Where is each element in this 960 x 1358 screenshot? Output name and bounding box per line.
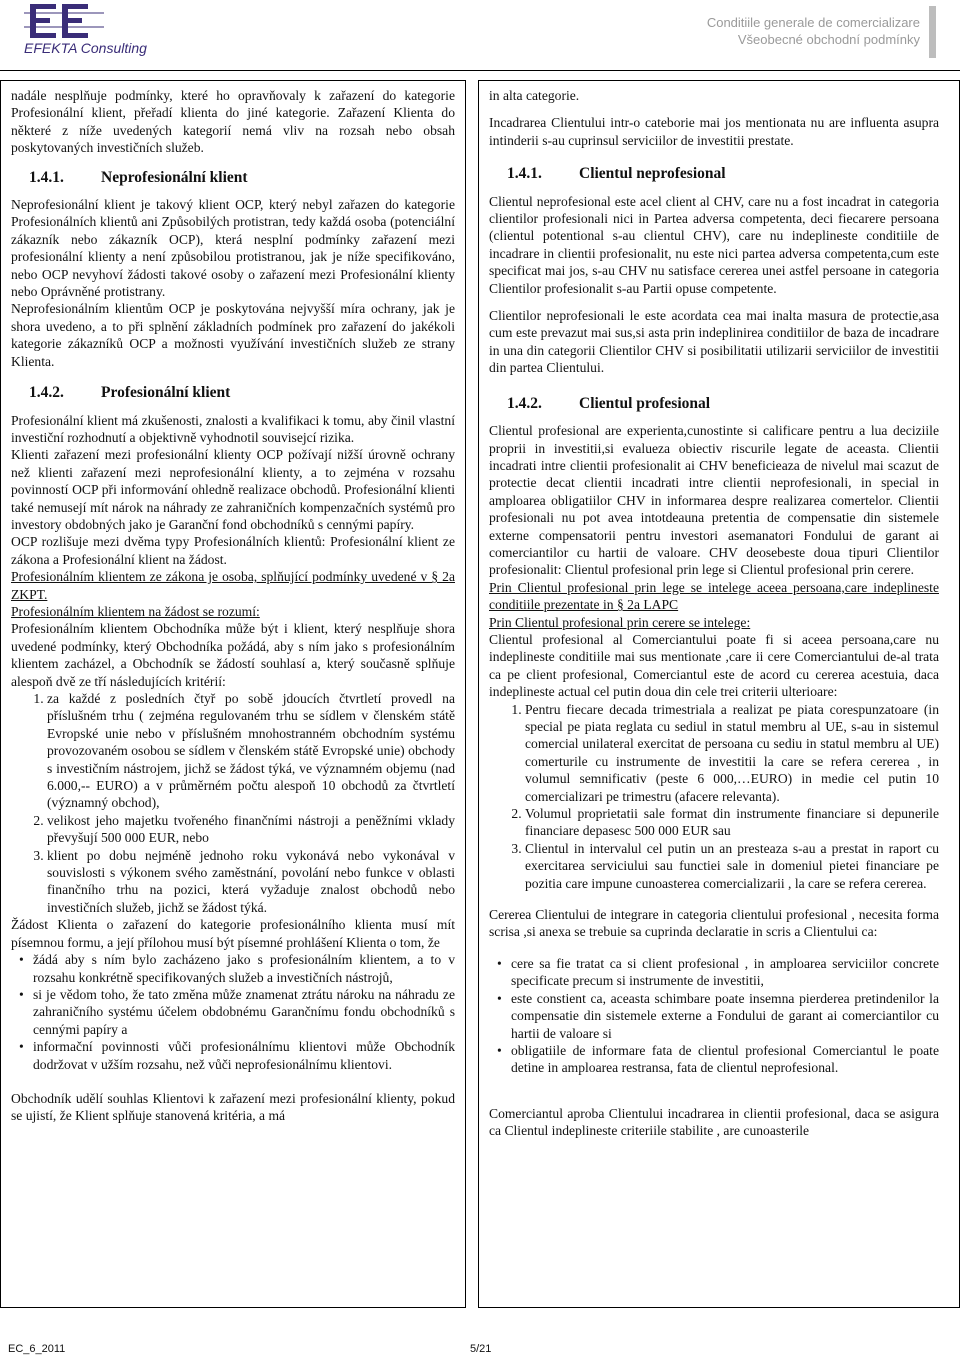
section-number: 1.4.2. — [29, 384, 64, 402]
document-id: EC_6_2011 — [8, 1343, 66, 1355]
list-item: • cere sa fie tratat ca si client profesional , in amploarea serviciilor concrete specificate precum si instrumente de investitii, — [511, 955, 939, 990]
page-footer — [0, 1343, 960, 1357]
list-item: 2. velikost jeho majetku tvořeného finančními nástroji a peněžními vklady převyšují 500 000 EUR, nebo — [47, 812, 455, 847]
efekta-logo-icon — [24, 2, 114, 42]
list-item: 3. klient po dobu nejméně jednoho roku vykonává nebo vykonával v souvislosti s výkonem svého zaměstnání, povolání nebo funkce v oblasti finančního trhu na pozici, která vyžaduje znalost obchodů nebo investičních služeb, jichž se žádost týká. — [47, 847, 455, 917]
section-heading-1-4-2 — [29, 384, 455, 401]
header-accent-bar — [929, 6, 936, 58]
underlined-paragraph: Prin Clientul profesional prin cerere se intelege: — [489, 614, 751, 630]
underlined-paragraph: Profesionálním klientem ze zákona je osoba, splňující podmínky uvedené v § 2a ZKPT. — [11, 569, 455, 602]
section-heading-1-4-1 — [29, 169, 455, 186]
paragraph: Clientul profesional are experienta,cunostinte si calificare pentru a lua deciziile proprii in investitii,si evalueza obiectiv riscurile legate de aceasta. Clientii incadrati intre clientii profesionalit ai CHV beneficieaza de nivelul mai scazut de protectie decat clientii incadrati intre clientii neprofesionali, in special in amploarea obligatiilor CHV in informarea despre realizarea comertelor. Clientii profesionali nu pot avea intotdeauna pretentia de compensatie din sistemele externe compensatorii pentru investori asemanatori Fondului de garant ai comerciantilor cu hartii de valoare. CHV deosebeste doua tipuri Clientilor profesionalit: Clientul profesional prin lege si Clientul profesional prin cerere. — [489, 423, 939, 578]
header-divider — [0, 70, 960, 71]
list-item: 2. Volumul proprietatii sale format din instrumente financiare si depunerile financiare depasesc 500 000 EUR sau — [525, 805, 939, 840]
list-item: 1. za každé z posledních čtyř po sobě jdoucích čtvrtletí provedl na příslušném trhu ( zejména regulovaném trhu se sídlem v členském státě Evropské unie nebo v příslušném mnohostranném obchodním systému provozovaném osobou se sídlem v členském státě Evropské unie) obchody s investičním nástrojem, jichž se žádost týká, ve významném objemu (nad 6.000,-- EURO) a v průměrném počtu alespoň 10 obchodů za čtvrtletí (významný obchod), — [47, 690, 455, 812]
paragraph: Clientul profesional al Comerciantului poate fi si aceea persoana,care nu indeplineste conditiile mai sus mentionate ,care ii cere Comerciantului de-al trata ca pe client profesional, Comerciantul este de acord cu cererea acestuia, daca indeplineste actual cel putin doua din cele trei criterii ulterioare: — [489, 631, 939, 700]
header-title-ro: Conditiile generale de comercializare — [706, 15, 920, 30]
paragraph: Žádost Klienta o zařazení do kategorie profesionálního klienta musí mít písemnou formu, a její přílohou musí být písemné prohlášení Klienta o tom, že — [11, 917, 455, 950]
section-number: 1.4.1. — [29, 168, 64, 186]
paragraph: OCP rozlišuje mezi dvěma typy Profesionálních klientů: Profesionální klient ze zákona a Profesionální klient na žádost. — [11, 534, 455, 567]
criteria-list — [489, 701, 939, 892]
list-item: • obligatiile de informare fata de clientul profesional Comerciantul le poate detine in amploarea restransa, fata de clientul neprofesional. — [511, 1042, 939, 1077]
paragraph: Incadrarea Clientului intr-o cateborie mai jos mentionata nu are influenta asupra intinderii s-au cuprinsul serviciilor de investitii prestate. — [489, 115, 939, 148]
section-heading-1-4-2 — [507, 395, 939, 412]
paragraph: Klienti zařazení mezi profesionální klienty OCP požívají nižší úrovně ochrany než klienti zařazení mezi neprofesionální klienty, a to zejména v rozsahu povinností OCP při informování ohledně realizace obchodů. Profesionální klienti také nemusejí mít nárok na náhrady ze zahraničních kompenzačních systémů pro investory obdobných jako je Garanční fond obchodníků s cennými papíry. — [11, 447, 455, 532]
section-title: Neprofesionální klient — [101, 168, 248, 186]
paragraph: Cererea Clientului de integrare in categoria clientului profesional , necesita forma scrisa ,si anexa se trebuie sa cuprinda declaratie in scris a Clientului ca: — [489, 907, 939, 940]
section-number: 1.4.1. — [507, 165, 542, 183]
paragraph: Obchodník udělí souhlas Klientovi k zařazení mezi profesionální klienty, pokud se ujistí, že Klient splňuje stanovená kritéria, a má — [11, 1090, 455, 1124]
declaration-list — [11, 951, 455, 1073]
list-item: • informační povinnosti vůči profesionálnímu klientovi může Obchodník dodržovat v užším rozsahu, než vůči neprofesionálnímu klientovi. — [33, 1038, 455, 1073]
spacer — [489, 1077, 939, 1105]
section-title: Clientul profesional — [579, 394, 711, 412]
header-title-cz: Všeobecné obchodní podmínky — [737, 32, 920, 47]
section-title: Clientul neprofesional — [579, 165, 726, 183]
paragraph: Profesionální klient má zkušenosti, znalosti a kvalifikaci k tomu, aby činil vlastní investiční rozhodnutí a objektivně vyhodnotil souvisejcí rizika. — [11, 412, 455, 445]
romanian-column — [478, 80, 960, 1308]
brand-name: EFEKTA Consulting — [24, 40, 147, 56]
list-item: • si je vědom toho, že tato změna může znamenat ztrátu nároku na náhradu ze zahraničního systému účelem obdobnému Garančnímu fondu obchodníků s cennými papíry a — [33, 986, 455, 1038]
section-title: Profesionální klient — [101, 384, 231, 402]
list-item: • este constient ca, aceasta schimbare poate insemna pierderea pretindenilor la compensatie din sistemele externe a Fondului de garant ai comerciantilor cu hartii de valoare si — [511, 990, 939, 1042]
paragraph: Neprofesionální klient je takový klient OCP, který nebyl zařazen do kategorie Profesionálních klientů ani Způsobilých protistran, tedy každá osoba (potenciální zákazník nebo zákazník OCP), která nesplní podmínky zařazení mezi profesionální klienty a není způsobilou protistranou, jak je níže specifikováno, nebo OCP nevyhoví žádosti takové osoby o zařazení mezi Profesionální klienty nebo Oprávněné protistrany. — [11, 197, 455, 300]
paragraph: Neprofesionálním klientům OCP je poskytována nejvyšší míra ochrany, jak je shora uvedeno, a to při splnění základních podmínek pro zařazení do jakékoli kategorie zákazníků OCP a možnosti využívání investičních služeb ze strany Klienta. — [11, 301, 455, 369]
czech-column — [0, 80, 466, 1308]
section-number: 1.4.2. — [507, 394, 542, 412]
header-titles — [707, 14, 920, 48]
intro-text: nadále nesplňuje podmínky, které ho opravňovaly k zařazení do kategorie Profesionální klient, přeřadí klienta do jiné kategorie. Zařazení Klienta do některé z níže uvedených kategorií nemá vliv na rozsah nebo obsah poskytovaných investičních služeb. — [11, 88, 455, 156]
intro-text: in alta categorie. — [489, 88, 580, 103]
page-header — [0, 0, 960, 64]
underlined-paragraph: Prin Clientul profesional prin lege se intelege aceea persoana,care indeplineste conditiile prezentate in § 2a LAPC — [489, 579, 939, 613]
list-item: • žádá aby s ním bylo zacházeno jako s profesionálním klientem, a to v rozsahu konkrétně specifikovaných služeb a investičních nástrojů, — [33, 951, 455, 986]
paragraph: Clientul neprofesional este acel client al CHV, care nu a fost incadrat in categoria clientilor profesionali nici in Partea adversa competenta, deci fiecarere persoana (clientul potentional s-au clientul CHV), care nu indeplineste conditiile de incadrare in clientii profesionalit, nu este nici partea adversa competenta,cum este specificat mai jos, s-au CHV nu satisface cererea unei astfel persoane in categoria Clientilor profesionalit s-au Partii opuse competente. — [489, 193, 939, 296]
paragraph: Profesionálním klientem Obchodníka může být i klient, který nesplňuje shora uvedené podmínky, který Obchodníka požádá, aby s ním jako s profesionálním klientem zacházel, a Obchodník se žádostí souhlasí a, který současně splňuje alespoň dvě ze tří následujících kritérií: — [11, 621, 455, 689]
list-item: 1. Pentru fiecare decada trimestriala a realizat pe piata corespunzatoare (in special pe piata reglata cu sediul in statul membru al UE, s-au in sistemul comercial unilateral exercitat de persoana cu sediu in statul membru al UE) comerturile cu instrumente de investitii la care se refera cererea , in volumul semnificativ (peste 6 000,…EURO) in medie cel putin 10 comercializari pe trimestru (afacere relevanta). — [525, 701, 939, 805]
underlined-paragraph: Profesionálním klientem na žádost se rozumí: — [11, 603, 260, 619]
criteria-list — [11, 690, 455, 916]
list-item: 3. Clientul in intervalul cel putin un an presteaza s-au a prestat in raport cu exercitarea serviciului sau functiei sale in domeniul pietei financiare pe pozitia care impune cunoasterea comercializarii , la care se refera cererea. — [525, 840, 939, 892]
declaration-list — [489, 955, 939, 1077]
paragraph: Comerciantul aproba Clientului incadrarea in clientii profesional, daca se asigura ca Clientul indeplineste criteriile stabilite , are cunoasterile — [489, 1105, 939, 1139]
page-number: 5/21 — [470, 1343, 492, 1355]
section-heading-1-4-1 — [507, 165, 939, 182]
paragraph: Clientilor neprofesionali le este acordata cea mai inalta masura de protectie,asa cum este prevazut mai sus,si asta prin indeplinirea conditiilor de baza de incadrare in una din categorii Clientilor CHV si posibilitatii utilizarii serviciilor de investitii din partea Clientului. — [489, 308, 939, 376]
spacer — [11, 1073, 455, 1090]
